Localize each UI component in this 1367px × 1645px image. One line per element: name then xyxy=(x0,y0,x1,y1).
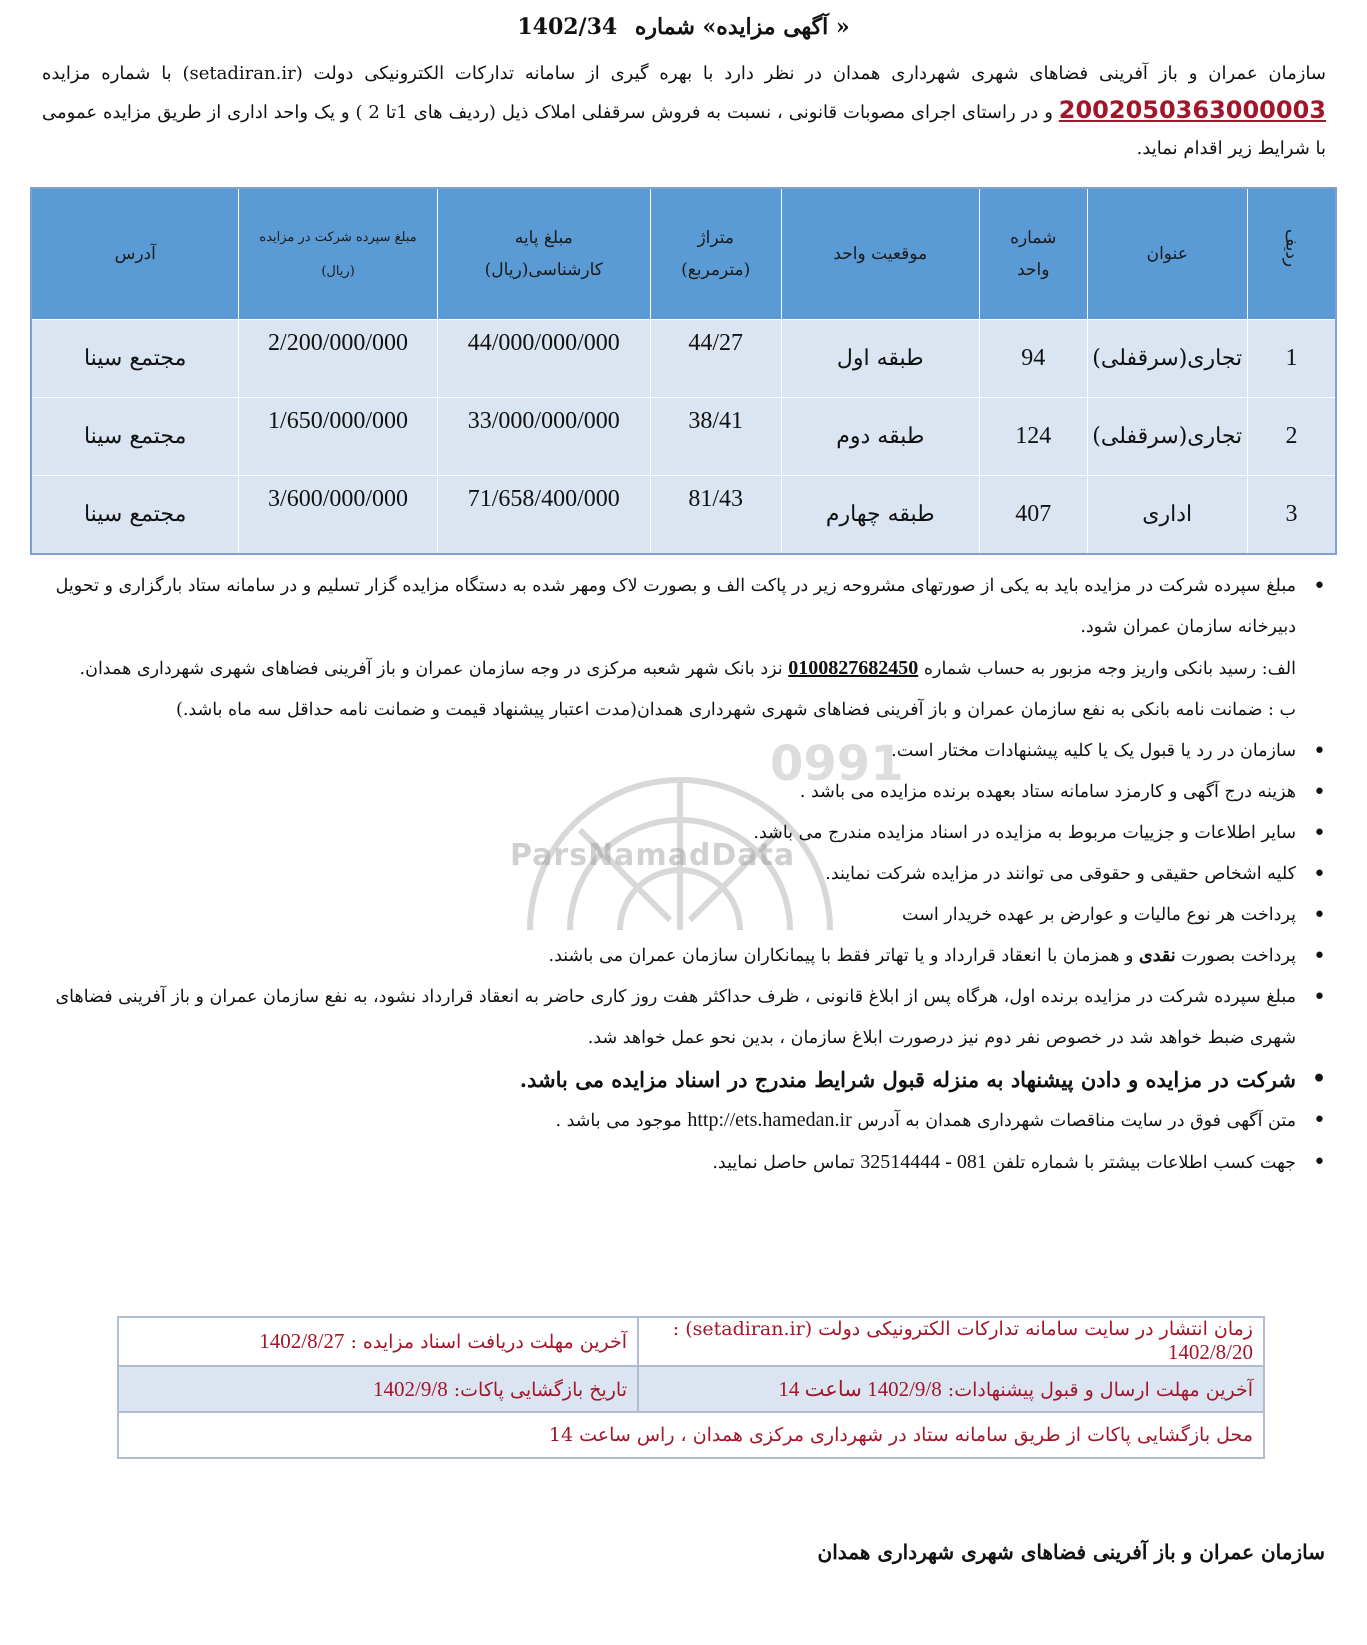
cell-row: 3 xyxy=(1247,476,1336,555)
header-address: آدرس xyxy=(31,188,239,320)
cell-base: 44/000/000/000 xyxy=(437,320,650,398)
cell-area: 81/43 xyxy=(650,476,781,555)
dates-row xyxy=(118,1412,1264,1458)
cell-deposit: 3/600/000/000 xyxy=(239,476,437,555)
condition-item: • کلیه اشخاص حقیقی و حقوقی می توانند در مزایده شرکت نمایند. xyxy=(40,854,1330,895)
cell-location: طبقه اول xyxy=(781,320,979,398)
bank-account-number: 0100827682450 xyxy=(788,657,919,679)
watermark-brand: ParsNamadData xyxy=(510,838,796,873)
cell-title: تجاری(سرقفلی) xyxy=(1087,320,1247,398)
intro-part2: و در راستای اجرای مصوبات قانونی ، نسبت به فروش سرقفلی املاک ذیل (ردیف های 1تا 2 ) و یک واحد اداری از طریق مزایده عمومی با شرایط زیر اقدام نماید. xyxy=(42,102,1326,159)
cell-title: اداری xyxy=(1087,476,1247,555)
condition-item: • سایر اطلاعات و جزییات مربوط به مزایده در اسناد مزایده مندرج می باشد. xyxy=(40,813,1330,854)
header-location: موقعیت واحد xyxy=(781,188,979,320)
title-text: « آگهی مزایده» شماره xyxy=(634,14,850,40)
cell-unit: 407 xyxy=(979,476,1087,555)
header-area: متراژ (مترمربع) xyxy=(650,188,781,320)
table-header-row xyxy=(31,188,1336,320)
cell-location: طبقه چهارم xyxy=(781,476,979,555)
cell-location: طبقه دوم xyxy=(781,398,979,476)
condition-item: • پرداخت هر نوع مالیات و عوارض بر عهده خریدار است xyxy=(40,895,1330,936)
notice-title xyxy=(0,14,1367,40)
docs-deadline: آخرین مهلت دریافت اسناد مزایده : 1402/8/27 xyxy=(118,1317,638,1366)
table-row xyxy=(31,476,1336,555)
dates-row xyxy=(118,1366,1264,1412)
header-title: عنوان xyxy=(1087,188,1247,320)
cell-area: 38/41 xyxy=(650,398,781,476)
cell-area: 44/27 xyxy=(650,320,781,398)
dates-row xyxy=(118,1317,1264,1366)
submit-deadline: آخرین مهلت ارسال و قبول پیشنهادات: 1402/9/8 ساعت 14 xyxy=(638,1366,1264,1412)
units-table xyxy=(30,187,1337,555)
table-row xyxy=(31,398,1336,476)
cell-address: مجتمع سینا xyxy=(31,320,239,398)
condition-website: • متن آگهی فوق در سایت مناقصات شهرداری همدان به آدرس http://ets.hamedan.ir موجود می باشد . xyxy=(40,1100,1330,1142)
header-base-price: مبلغ پایه کارشناسی(ریال) xyxy=(437,188,650,320)
publish-date: زمان انتشار در سایت سامانه تدارکات الکترونیکی دولت (setadiran.ir) : 1402/8/20 xyxy=(638,1317,1264,1366)
cell-address: مجتمع سینا xyxy=(31,398,239,476)
cell-unit: 124 xyxy=(979,398,1087,476)
cell-base: 33/000/000/000 xyxy=(437,398,650,476)
condition-item: • سازمان در رد یا قبول یک یا کلیه پیشنهادات مختار است. xyxy=(40,731,1330,772)
condition-option-a: الف: رسید بانکی واریز وجه مزبور به حساب شماره 0100827682450 نزد بانک شهر شعبه مرکزی در وجه سازمان عمران و باز آفرینی فضاهای شهری شهرداری همدان. xyxy=(79,657,1296,679)
intro-part1: سازمان عمران و باز آفرینی فضاهای شهری شهرداری همدان در نظر دارد با بهره گیری از سامانه تدارکات الکترونیکی دولت (setadiran.ir) با شماره مزایده xyxy=(42,63,1326,84)
auction-number: 2002050363000003 xyxy=(1058,96,1326,124)
condition-item: • مبلغ سپرده شرکت در مزایده برنده اول، هرگاه پس از ابلاغ قانونی ، ظرف حداکثر هفت روز کاری حاضر به انعقاد قرارداد نشود، به نفع سازمان عمران و باز آفرینی فضاهای شهری ضبط خواهد شد در خصوص نفر دوم نیز درصورت ابلاغ سازمان ، بدین نحو عمل خواهد شد. xyxy=(40,977,1330,1059)
cell-title: تجاری(سرقفلی) xyxy=(1087,398,1247,476)
condition-contact: • جهت کسب اطلاعات بیشتر با شماره تلفن 32514444 - 081 تماس حاصل نمایید. xyxy=(40,1142,1330,1184)
condition-deposit: • مبلغ سپرده شرکت در مزایده باید به یکی از صورتهای مشروحه زیر در پاکت الف و بصورت لاک ومهر شده به دستگاه مزایده گزار تسلیم و در سامانه ستاد بارگزاری و تحویل دبیرخانه سازمان عمران شود. xyxy=(40,566,1330,648)
cell-row: 1 xyxy=(1247,320,1336,398)
cell-deposit: 1/650/000/000 xyxy=(239,398,437,476)
condition-acceptance: • شرکت در مزایده و دادن پیشنهاد به منزله قبول شرایط مندرج در اسناد مزایده می باشد. xyxy=(40,1059,1330,1100)
website-url[interactable]: http://ets.hamedan.ir xyxy=(687,1109,852,1131)
cell-row: 2 xyxy=(1247,398,1336,476)
header-unit-number: شماره واحد xyxy=(979,188,1087,320)
cell-unit: 94 xyxy=(979,320,1087,398)
conditions-list xyxy=(40,566,1330,1184)
footer-organization: سازمان عمران و باز آفرینی فضاهای شهری شهرداری همدان xyxy=(817,1540,1325,1564)
dates-table xyxy=(117,1316,1265,1459)
cell-address: مجتمع سینا xyxy=(31,476,239,555)
table-row xyxy=(31,320,1336,398)
watermark-number: 0991 xyxy=(770,736,904,792)
intro-paragraph xyxy=(42,56,1326,167)
opening-date: تاریخ بازگشایی پاکات: 1402/9/8 xyxy=(118,1366,638,1412)
notice-number: 1402/34 xyxy=(517,14,618,40)
header-deposit: مبلغ سپرده شرکت در مزایده (ریال) xyxy=(239,188,437,320)
header-row-number: ردیف xyxy=(1247,188,1336,320)
cell-base: 71/658/400/000 xyxy=(437,476,650,555)
condition-option-b: ب : ضمانت نامه بانکی به نفع سازمان عمران و باز آفرینی فضاهای شهری شهرداری همدان(مدت اعتبار پیشنهاد قیمت و ضمانت نامه حداقل سه ماه باشد.) xyxy=(176,700,1296,720)
opening-place: محل بازگشایی پاکات از طریق سامانه ستاد در شهرداری مرکزی همدان ، راس ساعت 14 xyxy=(118,1412,1264,1458)
condition-item: • پرداخت بصورت نقدی و همزمان با انعقاد قرارداد و یا تهاتر فقط با پیمانکاران سازمان عمران می باشند. xyxy=(40,936,1330,977)
cell-deposit: 2/200/000/000 xyxy=(239,320,437,398)
condition-item: • هزینه درج آگهی و کارمزد سامانه ستاد بعهده برنده مزایده می باشد . xyxy=(40,772,1330,813)
phone-number: 32514444 - 081 xyxy=(860,1151,987,1173)
